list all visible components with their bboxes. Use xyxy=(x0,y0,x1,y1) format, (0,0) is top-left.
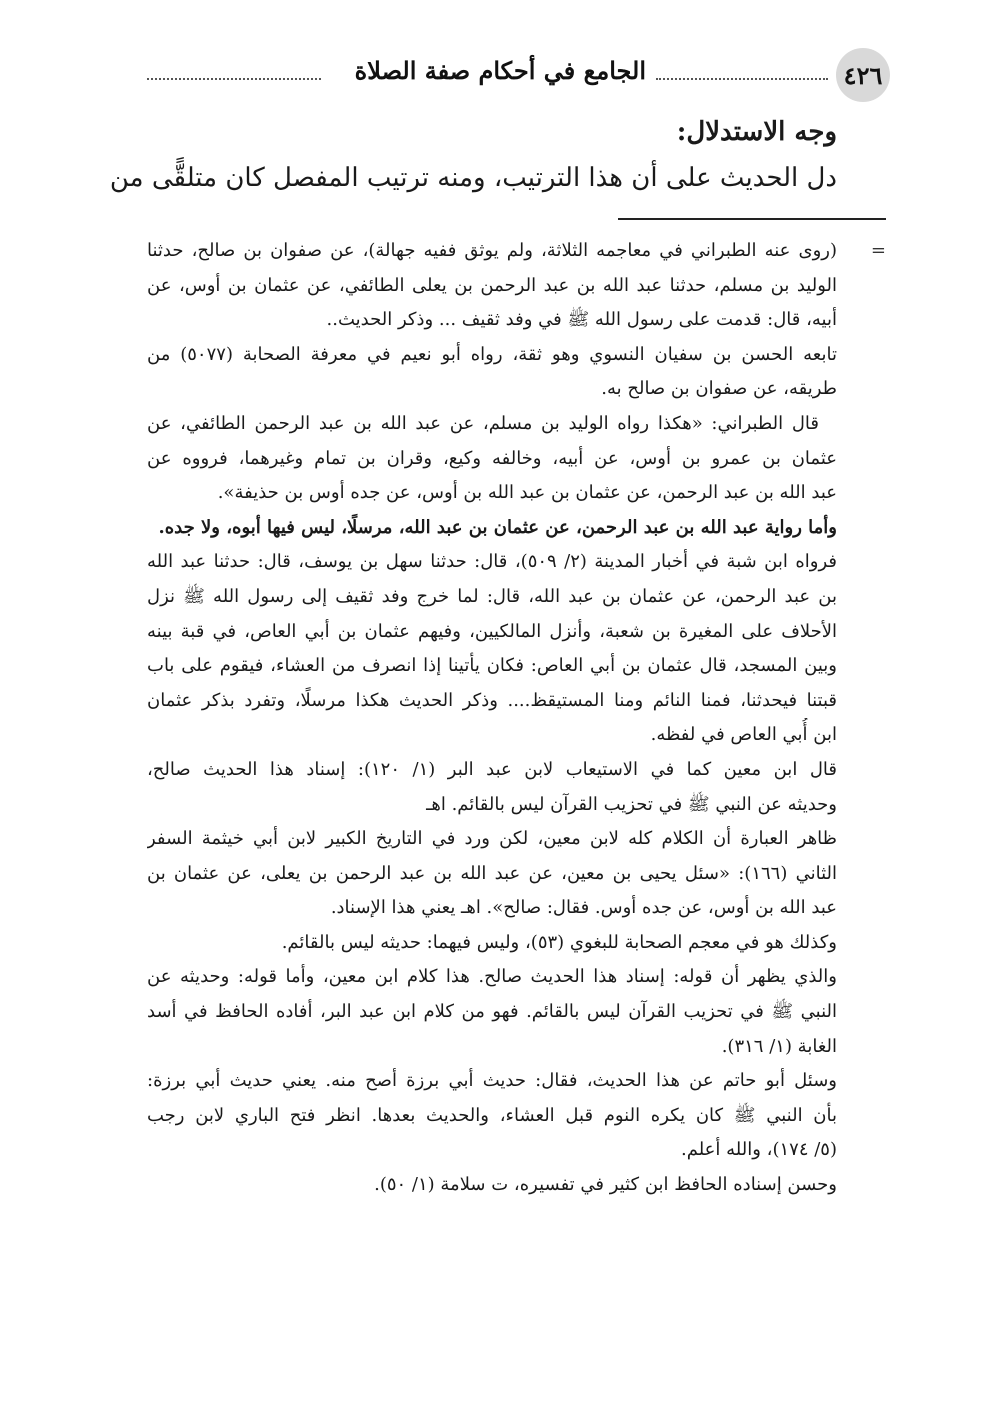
footnote-line: ابن أُبي العاص في لفظه. xyxy=(650,724,837,746)
footnote-line: قبتنا فيحدثنا، فمنا النائم ومنا المستيقظ.... وذكر الحديث هكذا مرسلًا، وتفرد بذكر عثمان xyxy=(147,689,837,711)
footnote-line: الغابة (١/ ٣١٦). xyxy=(721,1035,837,1057)
book-title: الجامع في أحكام صفة الصلاة xyxy=(354,56,646,85)
footnote-line: ظاهر العبارة أن الكلام كله لابن معين، لكن ورد في التاريخ الكبير لابن أبي خيثمة السفر xyxy=(147,828,837,850)
footnote-line: وبين المسجد، قال عثمان بن أبي العاص: فكان يأتينا إذا انصرف من العشاء، فيقوم على باب xyxy=(147,655,837,677)
footnote-line: أبيه، قال: قدمت على رسول الله ﷺ في وفد ثقيف ... وذكر الحديث.. xyxy=(326,309,837,331)
footnote-line: بن عبد الرحمن، عن عثمان بن عبد الله، قال: لما خرج وفد ثقيف إلى رسول الله ﷺ نزل xyxy=(147,585,837,607)
section-heading: وجه الاستدلال: xyxy=(676,117,837,147)
footnote-line: طريقه، عن صفوان بن صالح به. xyxy=(601,378,837,400)
footnote-line: تابعه الحسن بن سفيان النسوي وهو ثقة، رواه أبو نعيم في معرفة الصحابة (٥٠٧٧) من xyxy=(147,343,837,365)
footnote-line: فرواه ابن شبة في أخبار المدينة (٢/ ٥٠٩)، قال: حدثنا سهل بن يوسف، قال: حدثنا عبد الله xyxy=(147,551,837,573)
footnote-line: عبد الله بن عبد الرحمن، عن عثمان بن عبد الله بن أوس، عن جده أوس بن حذيفة». xyxy=(217,482,837,504)
header-dotted-leader-right xyxy=(656,78,828,80)
header-dotted-leader-left xyxy=(147,78,321,80)
page-number: ٤٢٦ xyxy=(843,60,883,90)
footnote-line: الثاني (١٦٦): «سئل يحيى بن معين، عن عبد الله بن عبد الرحمن بن يعلى، عن عثمان بن xyxy=(147,862,837,884)
footnote-line: وحسن إسناده الحافظ ابن كثير في تفسيره، ت سلامة (١/ ٥٠). xyxy=(374,1174,837,1196)
footnotes xyxy=(147,234,837,1203)
footnote-line: قال الطبراني: «هكذا رواه الوليد بن مسلم، عن عبد الله بن عبد الرحمن الطائفي، عن xyxy=(147,412,819,434)
footnote-line: وأما رواية عبد الله بن عبد الرحمن، عن عثمان بن عبد الله، مرسلًا، ليس فيها أبوه، ولا جده. xyxy=(158,516,837,538)
main-paragraph: دل الحديث على أن هذا الترتيب، ومنه ترتيب المفصل كان متلقًّى من xyxy=(109,163,837,193)
footnote-line: وسئل أبو حاتم عن هذا الحديث، فقال: حديث أبي برزة أصح منه. يعني حديث أبي برزة: xyxy=(147,1070,837,1092)
page-number-badge xyxy=(836,48,890,102)
footnote-line: بأن النبي ﷺ كان يكره النوم قبل العشاء، والحديث بعدها. انظر فتح الباري لابن رجب xyxy=(147,1104,837,1126)
footnote-separator xyxy=(618,218,886,220)
footnote-line: (روى عنه الطبراني في معاجمه الثلاثة، ولم يوثق ففيه جهالة)، عن صفوان بن صالح، حدثنا xyxy=(147,240,837,261)
footnote-line: عبد الله بن أوس، عن جده أوس. فقال: صالح». اهـ يعني هذا الإسناد. xyxy=(330,897,837,919)
footnote-line: عثمان بن عمرو بن أوس، عن أبيه، وخالفه وكيع، وقران بن تمام وغيرهما، فرووه عن xyxy=(147,447,837,469)
footnote-continuation-mark: = xyxy=(870,240,886,261)
footnote-line: وحديثه عن النبي ﷺ في تحزيب القرآن ليس بالقائم. اهـ xyxy=(426,793,837,815)
footnote-line: الأحلاف على المغيرة بن شعبة، وأنزل المالكيين، وفيهم عثمان بن أبي العاص، في قبة بينه xyxy=(147,620,837,642)
footnote-line: (٥/ ١٧٤)، والله أعلم. xyxy=(681,1139,837,1161)
running-header xyxy=(145,44,890,100)
footnote-line: والذي يظهر أن قوله: إسناد هذا الحديث صالح. هذا كلام ابن معين، وأما قوله: وحديثه عن xyxy=(147,966,837,988)
main-text xyxy=(109,112,837,204)
footnote-line: وكذلك هو في معجم الصحابة للبغوي (٥٣)، وليس فيهما: حديثه ليس بالقائم. xyxy=(281,931,837,953)
footnote-line: قال ابن معين كما في الاستيعاب لابن عبد البر (١/ ١٢٠): إسناد هذا الحديث صالح، xyxy=(147,758,837,780)
footnote-line: النبي ﷺ في تحزيب القرآن ليس بالقائم. فهو من كلام ابن عبد البر، أفاده الحافظ في أسد xyxy=(147,1001,837,1023)
footnote-line: الوليد بن مسلم، حدثنا عبد الله بن عبد الرحمن بن يعلى الطائفي، عن عثمان بن أوس، عن xyxy=(147,274,837,296)
